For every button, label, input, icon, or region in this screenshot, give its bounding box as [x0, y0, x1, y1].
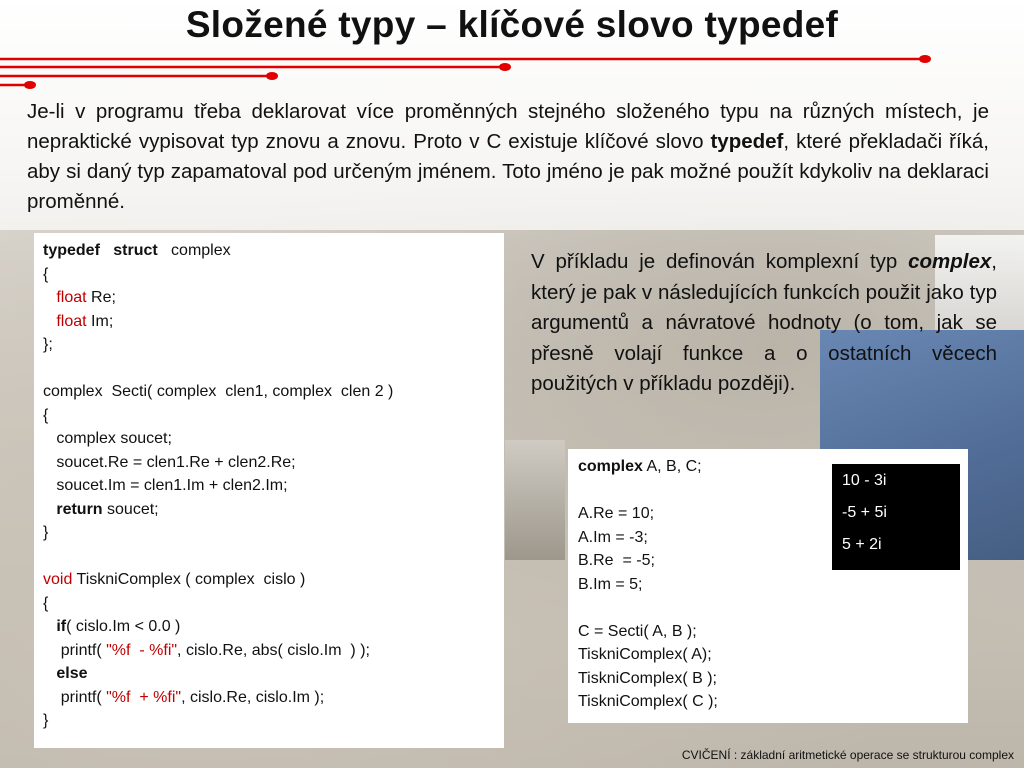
code-line	[43, 427, 495, 451]
code-line	[43, 639, 495, 663]
decorative-red-lines	[0, 50, 1024, 90]
code-keyword: else	[56, 665, 88, 682]
code-line	[43, 474, 495, 498]
description-text-end: , který je pak v následujících funkcích použit jako typ argumentů a návratové hodnoty (o tom, jak se přesně volají funkce a o ostatních věcech použitých v příkladu později).	[531, 250, 997, 395]
code-line	[43, 310, 495, 334]
code-keyword: if	[56, 618, 67, 635]
code-line	[578, 690, 958, 714]
code-text: A.Im = -3;	[578, 528, 648, 546]
code-text	[43, 618, 56, 635]
code-line	[43, 568, 495, 592]
code-line	[43, 545, 495, 569]
code-text: complex Secti( complex clen1, complex clen 2 )	[43, 383, 394, 400]
program-output	[832, 464, 960, 570]
intro-text-start: Je-li v programu třeba deklarovat více proměnných stejného složeného typu na různých místech, je nepraktické vypisovat typ znovu a znovu. Proto v C existuje klíčové slovo	[27, 100, 989, 153]
output-line: 5 + 2i	[842, 536, 882, 553]
code-text	[43, 665, 56, 682]
code-line	[578, 573, 958, 597]
code-line	[43, 709, 495, 733]
code-text: soucet.Im = clen1.Im + clen2.Im;	[43, 477, 288, 494]
output-line: 10 - 3i	[842, 472, 887, 489]
code-line	[43, 686, 495, 710]
intro-text-end: , které překladači říká, aby si daný typ zapamatoval pod určeným jménem. Toto jméno je pak možné použít kdykoliv na deklaraci proměnné.	[27, 130, 990, 213]
code-line	[43, 521, 495, 545]
code-text: Im;	[86, 312, 114, 330]
code-line	[43, 451, 495, 475]
code-text: TiskniComplex( C );	[578, 693, 718, 710]
code-text: printf(	[43, 641, 107, 659]
intro-keyword-typedef: typedef	[710, 130, 784, 153]
code-text: TiskniComplex( B );	[578, 669, 717, 687]
code-line	[43, 498, 495, 522]
code-text: }	[43, 712, 49, 729]
background-photo-monitor	[505, 440, 565, 560]
code-keyword-type: "%f + %fi"	[106, 688, 182, 706]
code-text: complex	[157, 242, 231, 259]
code-text: , cislo.Re, abs( cislo.Im ) );	[177, 641, 370, 659]
slide-title: Složené typy – klíčové slovo typedef	[185, 4, 839, 45]
code-line	[578, 596, 958, 620]
code-line	[43, 357, 495, 381]
code-text: C = Secti( A, B );	[578, 622, 697, 640]
code-text: B.Re = -5;	[578, 552, 655, 569]
code-keyword-type: "%f - %fi"	[106, 641, 178, 659]
code-line	[43, 615, 495, 639]
code-line	[43, 286, 495, 310]
code-text: {	[43, 594, 49, 612]
code-text: {	[43, 265, 49, 283]
code-line	[43, 263, 495, 287]
code-keyword-type: float	[56, 289, 87, 306]
code-line	[43, 333, 495, 357]
code-text: Re;	[86, 289, 116, 306]
code-text	[43, 313, 56, 330]
code-text: B.Im = 5;	[578, 575, 643, 593]
code-text: , cislo.Re, cislo.Im );	[181, 688, 325, 706]
code-line	[578, 643, 958, 667]
code-line	[43, 592, 495, 616]
code-line	[43, 239, 495, 263]
code-text: A.Re = 10;	[578, 505, 655, 522]
code-line	[578, 620, 958, 644]
footer-caption: CVIČENÍ : základní aritmetické operace se strukturou complex	[681, 748, 1014, 762]
code-keyword: return	[56, 500, 103, 518]
code-keyword: struct	[113, 242, 158, 259]
code-text: TiskniComplex ( complex cislo )	[72, 571, 306, 588]
code-text: ( cislo.Im < 0.0 )	[66, 618, 181, 635]
code-text: {	[43, 406, 49, 424]
description-text-start: V příkladu je definován komplexní typ	[531, 250, 909, 273]
intro-paragraph	[27, 97, 989, 217]
code-text: A, B, C;	[642, 458, 702, 475]
code-text: soucet;	[102, 500, 159, 518]
description-keyword-complex: complex	[908, 250, 992, 273]
code-line	[43, 662, 495, 686]
code-listing-typedef	[34, 233, 504, 748]
code-line	[43, 380, 495, 404]
code-keyword-type: void	[43, 571, 73, 588]
code-text	[43, 289, 56, 306]
code-keyword-type: float	[56, 312, 87, 330]
code-text: };	[43, 336, 53, 353]
code-line	[43, 404, 495, 428]
example-description	[531, 247, 997, 400]
code-keyword: typedef	[43, 242, 100, 259]
code-line	[578, 667, 958, 691]
code-text: TiskniComplex( A);	[578, 646, 712, 663]
code-text: printf(	[43, 688, 107, 706]
code-keyword: complex	[578, 458, 643, 475]
output-line: -5 + 5i	[842, 504, 887, 521]
code-text: }	[43, 524, 49, 541]
code-text	[43, 501, 56, 518]
code-text: soucet.Re = clen1.Re + clen2.Re;	[43, 453, 296, 471]
code-text	[100, 242, 113, 259]
code-text: complex soucet;	[43, 430, 172, 447]
